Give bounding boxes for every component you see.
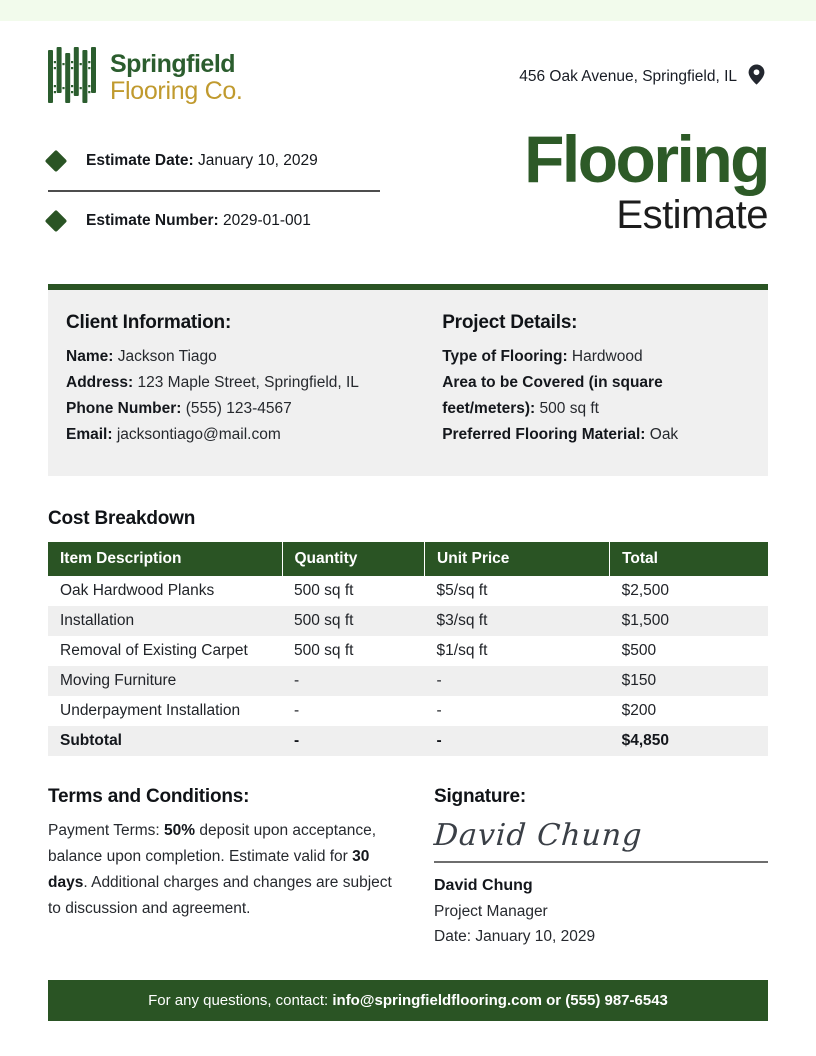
cell-total: $2,500 [621,582,669,600]
client-email-label: Email: [66,426,113,444]
flooring-material-line [442,422,750,448]
area-covered-label: Area to be Covered (in square feet/meters): [442,374,663,418]
flooring-material-value: Oak [645,426,679,444]
title-sub: Estimate [616,193,768,237]
flooring-type-label: Type of Flooring: [442,348,568,365]
document-header [48,47,768,108]
client-email-value: jacksontiago@mail.com [112,426,281,444]
cell-item: Underpayment Installation [60,702,241,720]
client-information-section [66,312,442,448]
document-title [524,122,768,238]
estimate-meta [48,148,380,230]
company-address [519,63,768,91]
handwritten-signature: David Chung [432,818,644,854]
cell-total: $500 [621,642,657,660]
company-address-text: 456 Oak Avenue, Springfield, IL [519,68,737,85]
company-name-line2: Flooring Co. [110,76,243,105]
terms-seg1: Payment Terms: [48,822,165,840]
meta-and-title-section [48,122,768,238]
estimate-date [86,152,318,170]
cost-breakdown-table [48,542,768,756]
client-name-label: Name: [66,348,114,365]
cell-quantity: 500 sq ft [294,612,354,630]
cell-item: Removal of Existing Carpet [60,642,248,660]
cell-quantity: 500 sq ft [294,642,354,660]
meta-divider [48,190,380,192]
flooring-material-label: Preferred Flooring Material: [442,426,646,444]
cell-item: Moving Furniture [60,672,177,690]
title-main: Flooring [524,122,768,196]
client-phone-line [66,396,422,422]
estimate-number-row [48,212,380,230]
footer-prefix: For any questions, contact: [148,991,333,1009]
terms-deposit-percent: 50% [164,822,196,840]
client-address-label: Address: [66,374,134,392]
signature-section [434,786,768,950]
table-row [48,666,768,696]
cell-quantity: 500 sq ft [294,582,354,600]
table-row [48,606,768,636]
terms-heading: Terms and Conditions: [48,786,250,808]
info-box [48,284,768,476]
estimate-number-value: 2029-01-001 [218,212,311,229]
client-information-heading: Client Information: [66,312,232,333]
terms-and-signature-section [48,786,768,950]
cell-item: Oak Hardwood Planks [60,582,215,600]
estimate-number [86,212,311,230]
company-logo [48,47,243,108]
project-details-section [442,312,750,448]
estimate-number-label: Estimate Number: [86,212,219,229]
subtotal-unit-price: - [436,732,442,750]
estimate-date-row [48,152,380,170]
client-name-value: Jackson Tiago [113,348,217,365]
subtotal-quantity: - [294,732,300,750]
table-row [48,576,768,606]
signer-name: David Chung [434,877,533,895]
subtotal-row [48,726,768,756]
cell-unit-price: $5/sq ft [436,582,488,600]
flooring-type-value: Hardwood [567,348,643,365]
top-accent-bar [0,0,816,21]
estimate-date-value: January 10, 2029 [193,152,318,169]
signer-role: Project Manager [434,902,548,920]
column-header-item: Item Description [48,542,282,576]
diamond-bullet-icon [45,210,68,233]
cell-total: $1,500 [621,612,669,630]
table-row [48,696,768,726]
estimate-date-label: Estimate Date: [86,152,194,169]
client-name-line [66,344,422,370]
column-header-unit-price: Unit Price [425,542,610,576]
table-row [48,636,768,666]
footer-text [148,992,668,1009]
map-pin-icon [745,63,768,91]
cell-item: Installation [60,612,135,630]
client-phone-label: Phone Number: [66,400,182,418]
terms-validity-days: 30 days [48,848,370,892]
flooring-type-line [442,344,750,370]
column-header-total: Total [610,542,768,576]
subtotal-total: $4,850 [621,732,669,750]
terms-paragraph [48,818,404,922]
project-details-heading: Project Details: [442,312,578,333]
area-covered-line [442,370,750,422]
cost-breakdown-section [48,508,768,756]
company-name-line1: Springfield [110,50,236,79]
cell-quantity: - [294,702,300,720]
area-covered-value: 500 sq ft [535,400,599,418]
signature-heading: Signature: [434,786,526,808]
subtotal-label: Subtotal [60,732,122,750]
cell-unit-price: $1/sq ft [436,642,488,660]
cost-breakdown-heading: Cost Breakdown [48,508,196,530]
client-phone-value: (555) 123-4567 [181,400,292,418]
signature-date: Date: January 10, 2029 [434,928,596,946]
company-name [110,51,243,104]
terms-section [48,786,434,950]
cell-total: $150 [621,672,657,690]
footer-contact-info: info@springfieldflooring.com or (555) 987-6543 [332,991,668,1009]
client-email-line [66,422,422,448]
client-address-line [66,370,422,396]
client-address-value: 123 Maple Street, Springfield, IL [133,374,359,392]
cell-total: $200 [621,702,657,720]
terms-seg3: deposit upon acceptance, balance upon completion. Estimate valid for [48,822,377,866]
table-header-row [48,542,768,576]
column-header-quantity: Quantity [282,542,425,576]
signature-line [434,861,768,863]
fence-planks-logo-icon [48,47,100,108]
diamond-bullet-icon [45,150,68,173]
footer-contact-bar [48,980,768,1021]
cell-unit-price: - [436,672,442,690]
cell-unit-price: - [436,702,442,720]
cell-unit-price: $3/sq ft [436,612,488,630]
cell-quantity: - [294,672,300,690]
terms-seg5: . Additional charges and changes are subject to discussion and agreement. [48,874,392,918]
